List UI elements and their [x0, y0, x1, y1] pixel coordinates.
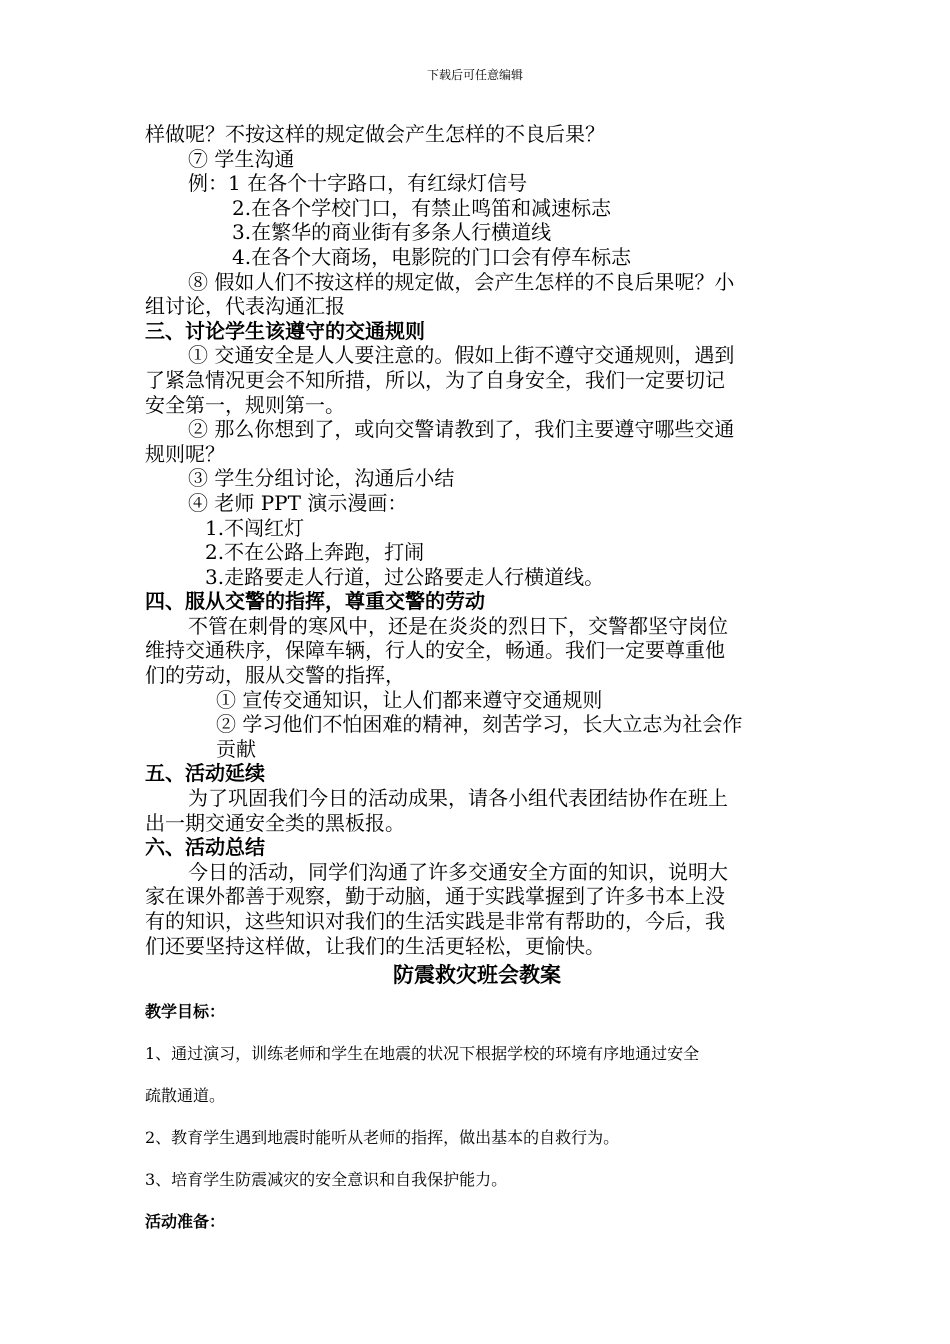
- body-line: 安全第一，规则第一。: [145, 392, 345, 417]
- section-heading: 四、服从交警的指挥，尊重交警的劳动: [145, 589, 485, 614]
- document-body: [145, 122, 809, 1232]
- body-line: 有的知识，这些知识对我们的生活实践是非常有帮助的，今后，我: [145, 909, 725, 933]
- objective-item: 1、通过演习，训练老师和学生在地震的状况下根据学校的环境有序地通过安全: [145, 1044, 700, 1064]
- objective-item: 2、教育学生遇到地震时能听从老师的指挥，做出基本的自救行为。: [145, 1128, 620, 1148]
- list-item: 3.走路要走人行道，过公路要走人行横道线。: [205, 564, 605, 589]
- body-line: 样做呢？不按这样的规定做会产生怎样的不良后果？: [145, 122, 605, 146]
- section-heading: 六、活动总结: [145, 835, 265, 860]
- body-line: 们还要坚持这样做，让我们的生活更轻松，更愉快。: [145, 933, 605, 958]
- body-line: ③ 学生分组讨论，沟通后小结: [188, 466, 455, 491]
- body-line: 们的劳动，服从交警的指挥，: [145, 663, 405, 688]
- preparation-heading: 活动准备：: [145, 1212, 226, 1232]
- list-item: 3.在繁华的商业街有多条人行横道线: [232, 220, 552, 245]
- body-line: ⑧ 假如人们不按这样的规定做，会产生怎样的不良后果呢？小: [188, 269, 735, 294]
- list-item: 4.在各个大商场，电影院的门口会有停车标志: [232, 244, 632, 269]
- list-item: 1.不闯红灯: [205, 515, 305, 540]
- body-line: 了紧急情况更会不知所措，所以，为了自身安全，我们一定要切记: [145, 367, 725, 392]
- body-line: 出一期交通安全类的黑板报。: [145, 810, 405, 835]
- list-item: 2.在各个学校门口，有禁止鸣笛和减速标志: [232, 195, 612, 220]
- body-line: 维持交通秩序，保障车辆，行人的安全，畅通。我们一定要尊重他: [145, 638, 725, 663]
- body-line: ④ 老师 PPT 演示漫画：: [188, 490, 408, 515]
- section-heading: 五、活动延续: [145, 761, 265, 786]
- body-line: ② 那么你想到了，或向交警请教到了，我们主要遵守哪些交通: [188, 417, 735, 442]
- body-line: 今日的活动，同学们沟通了许多交通安全方面的知识，说明大: [188, 859, 728, 884]
- objective-item: 3、培育学生防震减灾的安全意识和自我保护能力。: [145, 1170, 508, 1190]
- body-line: 不管在刺骨的寒风中，还是在炎炎的烈日下，交警都坚守岗位: [188, 613, 728, 638]
- section-heading: 三、讨论学生该遵守的交通规则: [145, 318, 425, 343]
- body-line: 家在课外都善于观察，勤于动脑，通于实践掌握到了许多书本上没: [145, 884, 725, 909]
- objective-item: 疏散通道。: [145, 1086, 226, 1106]
- list-item: 贡献: [216, 736, 256, 761]
- body-line: 为了巩固我们今日的活动成果，请各小组代表团结协作在班上: [188, 786, 728, 811]
- list-item: 例：1 在各个十字路口，有红绿灯信号: [188, 171, 528, 196]
- document-title: 防震救灾班会教案: [393, 962, 561, 988]
- body-line: 组讨论，代表沟通汇报: [145, 294, 345, 319]
- page-header: 下载后可任意编辑: [426, 68, 523, 82]
- list-item: ① 宣传交通知识，让人们都来遵守交通规则: [216, 687, 603, 712]
- list-item: ② 学习他们不怕困难的精神，刻苦学习，长大立志为社会作: [216, 712, 743, 737]
- body-line: 规则呢？: [145, 441, 225, 466]
- list-item: 2.不在公路上奔跑，打闹: [205, 540, 425, 565]
- body-line: ① 交通安全是人人要注意的。假如上街不遵守交通规则，遇到: [188, 343, 735, 368]
- objectives-heading: 教学目标：: [145, 1002, 226, 1022]
- list-item: ⑦ 学生沟通: [188, 146, 295, 171]
